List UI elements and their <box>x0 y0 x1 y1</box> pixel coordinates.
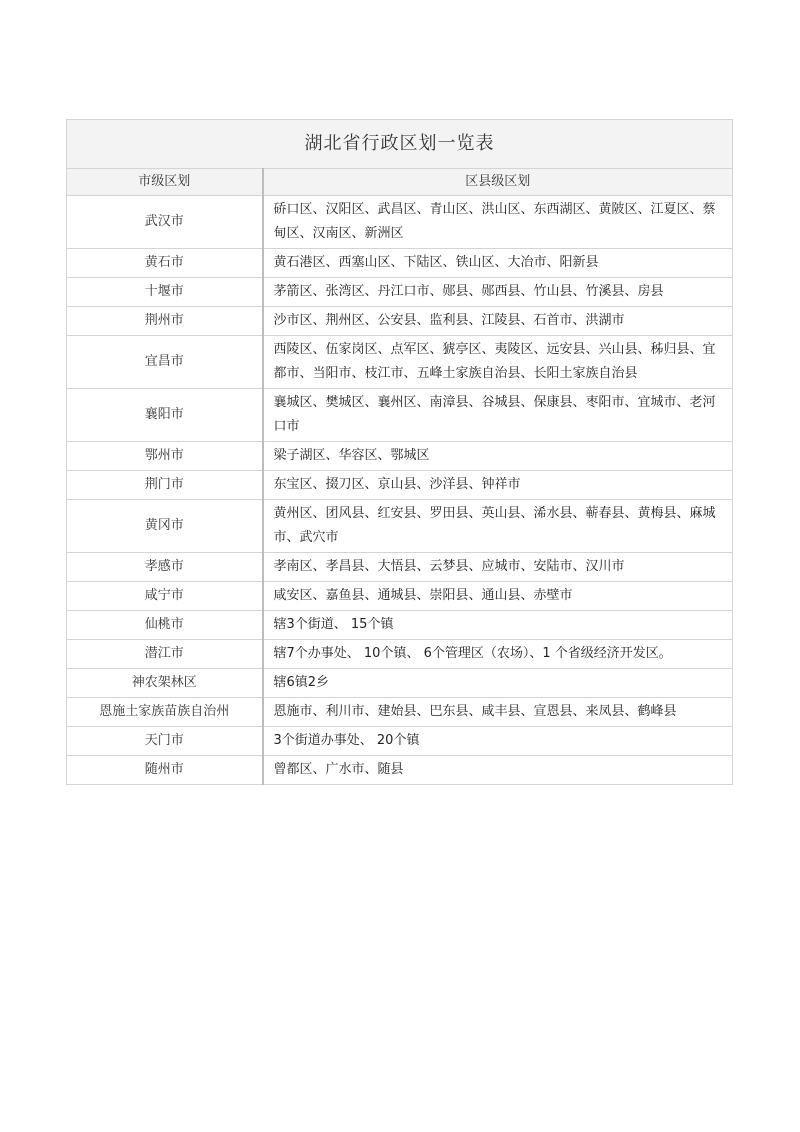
city-name: 咸宁市 <box>67 582 263 611</box>
city-name: 潜江市 <box>67 640 263 669</box>
table-row <box>67 278 733 307</box>
district-list: 梁子湖区、华容区、鄂城区 <box>263 442 733 471</box>
city-name: 仙桃市 <box>67 611 263 640</box>
city-name: 黄石市 <box>67 249 263 278</box>
city-name: 天门市 <box>67 727 263 756</box>
city-name: 荆门市 <box>67 471 263 500</box>
district-list: 襄城区、樊城区、襄州区、南漳县、谷城县、保康县、枣阳市、宜城市、老河口市 <box>263 389 733 442</box>
table-row <box>67 640 733 669</box>
district-list: 恩施市、利川市、建始县、巴东县、咸丰县、宣恩县、来凤县、鹤峰县 <box>263 698 733 727</box>
city-name: 恩施土家族苗族自治州 <box>67 698 263 727</box>
table-row <box>67 307 733 336</box>
city-name: 孝感市 <box>67 553 263 582</box>
district-list: 沙市区、荆州区、公安县、监利县、江陵县、石首市、洪湖市 <box>263 307 733 336</box>
table-row <box>67 553 733 582</box>
table-row <box>67 756 733 785</box>
district-list: 曾都区、广水市、随县 <box>263 756 733 785</box>
district-list: 咸安区、嘉鱼县、通城县、崇阳县、通山县、赤壁市 <box>263 582 733 611</box>
city-name: 襄阳市 <box>67 389 263 442</box>
district-list: 孝南区、孝昌县、大悟县、云梦县、应城市、安陆市、汉川市 <box>263 553 733 582</box>
table-row <box>67 727 733 756</box>
city-name: 鄂州市 <box>67 442 263 471</box>
district-list: 黄石港区、西塞山区、下陆区、铁山区、大冶市、阳新县 <box>263 249 733 278</box>
header-row <box>67 169 733 196</box>
city-name: 随州市 <box>67 756 263 785</box>
table-body <box>67 196 733 785</box>
table-row <box>67 611 733 640</box>
city-name: 武汉市 <box>67 196 263 249</box>
table-row <box>67 471 733 500</box>
table-title: 湖北省行政区划一览表 <box>67 120 733 169</box>
table-row <box>67 582 733 611</box>
table-row <box>67 698 733 727</box>
header-city: 市级区划 <box>67 169 263 196</box>
table-row <box>67 389 733 442</box>
admin-division-table <box>66 119 732 785</box>
district-list: 3个街道办事处、 20个镇 <box>263 727 733 756</box>
header-districts: 区县级区划 <box>263 169 733 196</box>
district-list: 西陵区、伍家岗区、点军区、猇亭区、夷陵区、远安县、兴山县、秭归县、宜都市、当阳市、枝江市、五峰土家族自治县、长阳土家族自治县 <box>263 336 733 389</box>
district-list: 黄州区、团风县、红安县、罗田县、英山县、浠水县、蕲春县、黄梅县、麻城市、武穴市 <box>263 500 733 553</box>
table-row <box>67 500 733 553</box>
district-list: 辖3个街道、 15个镇 <box>263 611 733 640</box>
city-name: 十堰市 <box>67 278 263 307</box>
table-row <box>67 249 733 278</box>
table-row <box>67 196 733 249</box>
title-row <box>67 120 733 169</box>
table <box>66 119 733 785</box>
district-list: 东宝区、掇刀区、京山县、沙洋县、钟祥市 <box>263 471 733 500</box>
district-list: 辖6镇2乡 <box>263 669 733 698</box>
city-name: 神农架林区 <box>67 669 263 698</box>
table-row <box>67 442 733 471</box>
table-row <box>67 669 733 698</box>
district-list: 辖7个办事处、 10个镇、 6个管理区（农场）、1 个省级经济开发区。 <box>263 640 733 669</box>
district-list: 硚口区、汉阳区、武昌区、青山区、洪山区、东西湖区、黄陂区、江夏区、蔡甸区、汉南区、新洲区 <box>263 196 733 249</box>
city-name: 荆州市 <box>67 307 263 336</box>
district-list: 茅箭区、张湾区、丹江口市、郧县、郧西县、竹山县、竹溪县、房县 <box>263 278 733 307</box>
table-row <box>67 336 733 389</box>
city-name: 宜昌市 <box>67 336 263 389</box>
city-name: 黄冈市 <box>67 500 263 553</box>
